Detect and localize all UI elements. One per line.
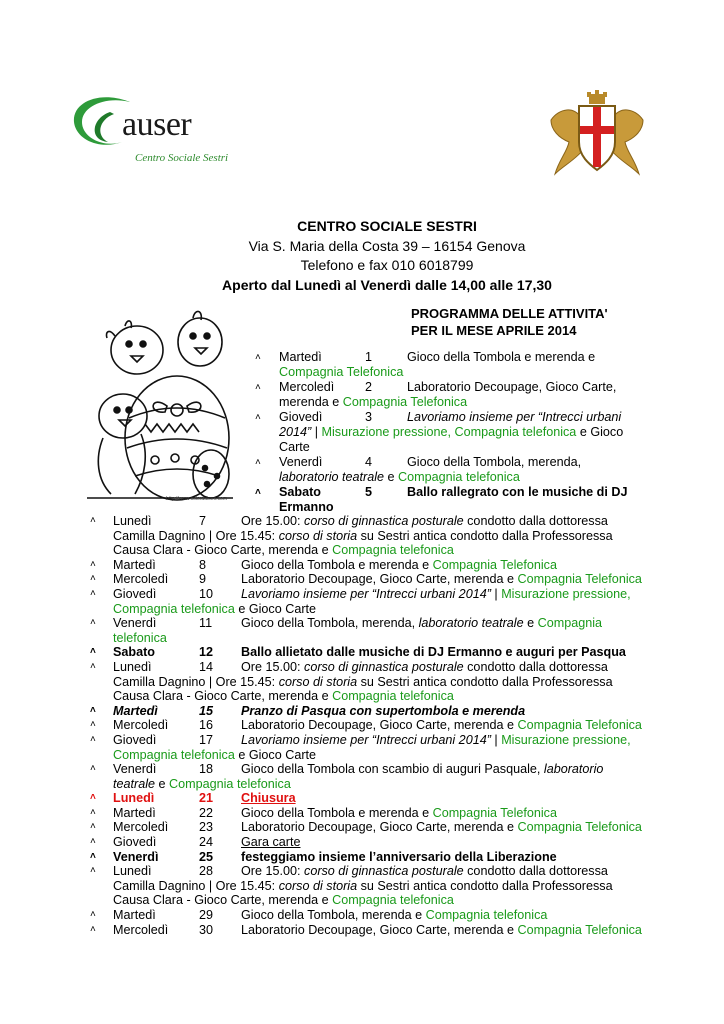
address: Via S. Maria della Costa 39 – 16154 Genova — [248, 237, 526, 254]
pointer-icon: ˄ — [90, 806, 96, 818]
pointer-icon: ˄ — [90, 850, 96, 862]
pointer-icon: ˄ — [90, 923, 96, 935]
list-item: ˄ Martedì 29 Gioco della Tombola, merenda e Compagnia telefonica — [90, 908, 548, 923]
pointer-icon: ˄ — [90, 909, 96, 921]
list-item: ˄ Lunedì 14 Ore 15.00: corso di ginnastica posturale condotto dalla dottoressa Camilla Dagnino | Ore 15.45: corso di storia su Sestri antica condotto dalla Professoressa Causa Clara - Gioco Carte, merenda e Compagnia telefonica — [90, 659, 613, 704]
list-item: ˄ Sabato 5 Ballo rallegrato con le musiche di DJ Ermanno — [255, 485, 628, 514]
pointer-icon: ˄ — [90, 587, 96, 599]
pointer-icon: ˄ — [255, 412, 261, 423]
pointer-icon: ˄ — [255, 457, 261, 468]
pointer-icon: ˄ — [90, 836, 96, 848]
program-title — [411, 306, 608, 339]
activity-list-top — [255, 350, 655, 515]
pointer-icon: ˄ — [90, 515, 96, 526]
center-name: CENTRO SOCIALE SESTRI — [297, 218, 477, 234]
list-item: ˄ Martedì 22 Gioco della Tombola e merenda e Compagnia Telefonica — [90, 805, 557, 820]
list-item: ˄ Venerdì 18 Gioco della Tombola con scambio di auguri Pasquale, laboratorio teatrale e Compagnia telefonica — [90, 762, 604, 791]
list-item-closed: ˄ Lunedì 21 Chiusura — [90, 791, 296, 806]
list-item: ˄ Sabato 12 Ballo allietato dalle musiche di DJ Ermanno e auguri per Pasqua — [90, 645, 626, 660]
easter-chicks-illustration — [85, 298, 235, 506]
list-item: ˄ Lunedì 28 Ore 15.00: corso di ginnastica posturale condotto dalla dottoressa Camilla Dagnino | Ore 15.45: corso di storia su Sestri antica condotto dalla Professoressa Causa Clara - Gioco Carte, merenda e Compagnia telefonica — [90, 864, 613, 908]
pointer-icon: ˄ — [90, 660, 96, 672]
pointer-icon: ˄ — [90, 558, 96, 570]
pointer-icon: ˄ — [90, 573, 96, 585]
logo-wordmark: auser — [122, 106, 192, 143]
list-item: ˄ Giovedì 17 Lavoriamo insieme per “Intrecci urbani 2014” | Misurazione pressione, Compagnia telefonica e Gioco Carte — [90, 732, 631, 762]
activity-list-main — [90, 514, 660, 937]
pointer-icon: ˄ — [90, 865, 96, 877]
list-item: ˄ Giovedì 10 Lavoriamo insieme per “Intrecci urbani 2014” | Misurazione pressione, Compagnia telefonica e Gioco Carte — [90, 586, 631, 616]
header-block — [0, 217, 724, 295]
list-item: ˄ Martedì 15 Pranzo di Pasqua con supertombola e merenda — [90, 703, 526, 718]
list-item: ˄ Giovedì 3 Lavoriamo insieme per “Intrecci urbani 2014” | Misurazione pressione, Compagnia telefonica e Gioco Carte — [255, 410, 624, 454]
genova-crest-icon — [545, 90, 649, 182]
phone: Telefono e fax 010 6018799 — [300, 257, 474, 273]
list-item: ˄ Martedì 1 Gioco della Tombola e merenda e Compagnia Telefonica — [255, 350, 596, 379]
list-item: ˄ Mercoledì 9 Laboratorio Decoupage, Gioco Carte, merenda e Compagnia Telefonica — [90, 572, 642, 587]
pointer-icon: ˄ — [90, 617, 96, 629]
list-item: ˄ Mercoledì 2 Laboratorio Decoupage, Gioco Carte, merenda e Compagnia Telefonica — [255, 380, 617, 409]
logo-subtitle: Centro Sociale Sestri — [135, 152, 229, 164]
list-item: ˄ Giovedì 24 Gara carte — [90, 835, 301, 850]
pointer-icon: ˄ — [90, 821, 96, 833]
list-item: ˄ Lunedì 7 Ore 15.00: corso di ginnastica posturale condotto dalla dottoressa Camilla Dagnino | Ore 15.45: corso di storia su Sestri antica condotto dalla Professoressa Causa Clara - Gioco Carte, merenda e Compagnia telefonica — [90, 514, 613, 558]
pointer-icon: ˄ — [90, 792, 96, 804]
pointer-icon: ˄ — [90, 646, 96, 658]
opening-hours: Aperto dal Lunedì al Venerdì dalle 14,00 alle 17,30 — [222, 276, 552, 293]
pointer-icon: ˄ — [90, 719, 96, 731]
list-item: ˄ Venerdì 25 festeggiamo insieme l’anniversario della Liberazione — [90, 849, 557, 864]
program-title-line1: PROGRAMMA DELLE ATTIVITA' — [411, 306, 608, 321]
auser-logo — [70, 92, 240, 172]
pointer-icon: ˄ — [90, 763, 96, 775]
list-item: ˄ Venerdì 11 Gioco della Tombola, merenda, laboratorio teatrale e Compagnia telefonica — [90, 616, 603, 645]
pointer-icon: ˄ — [90, 704, 96, 716]
pointer-icon: ˄ — [255, 382, 261, 393]
illustration-caption: http://www.coloradiseo.com — [166, 496, 227, 502]
list-item: ˄ Mercoledì 30 Laboratorio Decoupage, Gioco Carte, merenda e Compagnia Telefonica — [90, 922, 642, 937]
list-item: ˄ Martedì 8 Gioco della Tombola e merenda e Compagnia Telefonica — [90, 557, 557, 572]
pointer-icon: ˄ — [90, 733, 96, 745]
easter-chicks-icon — [85, 298, 235, 506]
pointer-icon: ˄ — [255, 487, 261, 498]
list-item: ˄ Mercoledì 16 Laboratorio Decoupage, Gioco Carte, merenda e Compagnia Telefonica — [90, 718, 642, 733]
program-title-line2: PER IL MESE APRILE 2014 — [411, 322, 577, 338]
list-item: ˄ Mercoledì 23 Laboratorio Decoupage, Gioco Carte, merenda e Compagnia Telefonica — [90, 820, 642, 835]
pointer-icon: ˄ — [255, 352, 261, 363]
list-item: ˄ Venerdì 4 Gioco della Tombola, merenda, laboratorio teatrale e Compagnia telefonica — [255, 455, 582, 484]
